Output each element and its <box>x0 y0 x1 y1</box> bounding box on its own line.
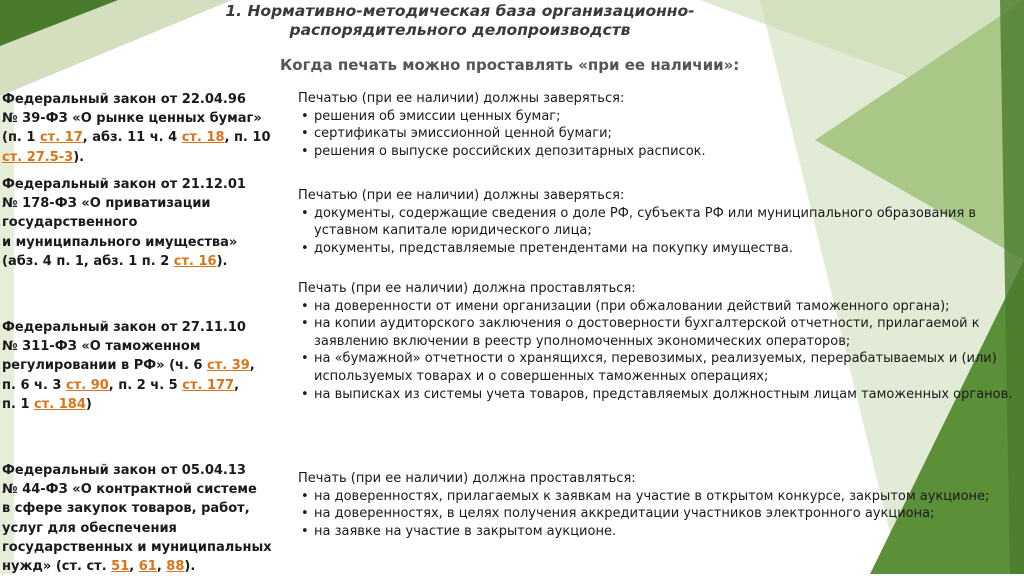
page-title-line-1: 1. Нормативно-методическая база организационно- <box>225 2 695 20</box>
article-link[interactable]: ст. 39 <box>206 358 250 374</box>
rules-intro: Печать (при ее наличии) должна проставляться: <box>298 471 636 486</box>
list-item: • документы, представляемые претендентами на покупку имущества. <box>296 240 1024 258</box>
article-link[interactable]: 88 <box>166 559 185 575</box>
law-line: п. 1 ст. 184) <box>2 396 92 412</box>
article-link[interactable]: ст. 184 <box>34 396 86 412</box>
law-44-fz <box>2 461 290 576</box>
article-link[interactable]: 61 <box>138 559 157 575</box>
stamp-rules-178-fz <box>296 187 1024 257</box>
law-311-fz <box>2 318 290 414</box>
list-item: • сертификаты эмиссионной ценной бумаги; <box>296 125 1024 143</box>
stamp-rules-311-fz <box>296 280 1024 403</box>
law-line: (абз. 4 п. 1, абз. 1 п. 2 ст. 16). <box>2 253 228 269</box>
page-title <box>150 2 770 40</box>
law-line: в сфере закупок товаров, работ, <box>2 501 250 517</box>
law-line: Федеральный закон от 22.04.96 <box>2 92 246 107</box>
law-line: регулировании в РФ» (ч. 6 ст. 39, <box>2 358 255 374</box>
law-line: № 178-ФЗ «О приватизации <box>2 196 211 212</box>
law-line: № 311-ФЗ «О таможенном <box>2 339 201 355</box>
stamp-rules-44-fz <box>296 470 1024 540</box>
article-link[interactable]: ст. 27.5-3 <box>2 149 74 165</box>
list-item: • решения о выпуске российских депозитарных расписок. <box>296 143 1024 161</box>
law-line: № 39-ФЗ «О рынке ценных бумаг» <box>2 111 262 127</box>
list-item: • на заявке на участие в закрытом аукционе. <box>296 523 1024 541</box>
list-item: • на доверенностях, в целях получения аккредитации участников электронного аукциона; <box>296 505 1024 523</box>
stamp-rules-39-fz <box>296 90 1024 160</box>
law-line: № 44-ФЗ «О контрактной системе <box>2 482 257 498</box>
law-line: ст. 27.5-3). <box>2 149 85 165</box>
law-line: услуг для обеспечения <box>2 520 177 536</box>
rules-intro: Печатью (при ее наличии) должны заверяться: <box>298 188 625 203</box>
article-link[interactable]: ст. 177 <box>182 377 235 393</box>
law-line: (п. 1 ст. 17, абз. 11 ч. 4 ст. 18, п. 10 <box>2 130 271 146</box>
law-line: нужд» (ст. ст. 51, 61, 88). <box>2 559 196 575</box>
page-title-line-2: распорядительного делопроизводств <box>289 21 631 39</box>
list-item: • на доверенностях, прилагаемых к заявкам на участие в открытом конкурсе, закрытом аукционе; <box>296 488 1024 506</box>
list-item: • решения об эмиссии ценных бумаг; <box>296 108 1024 126</box>
page-subtitle: Когда печать можно проставлять «при ее наличии»: <box>280 56 740 74</box>
article-link[interactable]: ст. 90 <box>65 377 109 393</box>
rules-list <box>296 108 1024 161</box>
rules-list <box>296 205 1024 258</box>
article-link[interactable]: ст. 18 <box>181 130 225 146</box>
article-link[interactable]: ст. 16 <box>173 253 217 269</box>
article-link[interactable]: ст. 17 <box>39 130 83 146</box>
law-39-fz <box>2 90 290 167</box>
rules-intro: Печать (при ее наличии) должна проставляться: <box>298 281 636 296</box>
law-line: Федеральный закон от 21.12.01 <box>2 177 246 192</box>
law-line: государственного <box>2 215 138 231</box>
list-item: • на копии аудиторского заключения о достоверности бухгалтерской отчетности, прилагаемой к заявлению включении в реестр уполномоченных экономических операторов; <box>296 315 1024 350</box>
rules-intro: Печатью (при ее наличии) должны заверяться: <box>298 91 625 106</box>
list-item: • на «бумажной» отчетности о хранящихся, перевозимых, реализуемых, перерабатываемых и (или) используемых товарах и о совершенных таможенных операциях; <box>296 350 1024 385</box>
rules-list <box>296 488 1024 541</box>
law-line: Федеральный закон от 27.11.10 <box>2 320 246 335</box>
law-line: Федеральный закон от 05.04.13 <box>2 463 246 478</box>
law-line: и муниципального имущества» <box>2 234 238 250</box>
rules-list <box>296 298 1024 404</box>
law-line: государственных и муниципальных <box>2 539 272 555</box>
law-line: п. 6 ч. 3 ст. 90, п. 2 ч. 5 ст. 177, <box>2 377 240 393</box>
article-link[interactable]: 51 <box>111 559 130 575</box>
list-item: • документы, содержащие сведения о доле РФ, субъекта РФ или муниципального образования в уставном капитале юридического лица; <box>296 205 1024 240</box>
law-178-fz <box>2 175 290 271</box>
list-item: • на доверенности от имени организации (при обжаловании действий таможенного органа); <box>296 298 1024 316</box>
list-item: • на выписках из системы учета товаров, представляемых должностным лицам таможенных органов. <box>296 386 1024 404</box>
